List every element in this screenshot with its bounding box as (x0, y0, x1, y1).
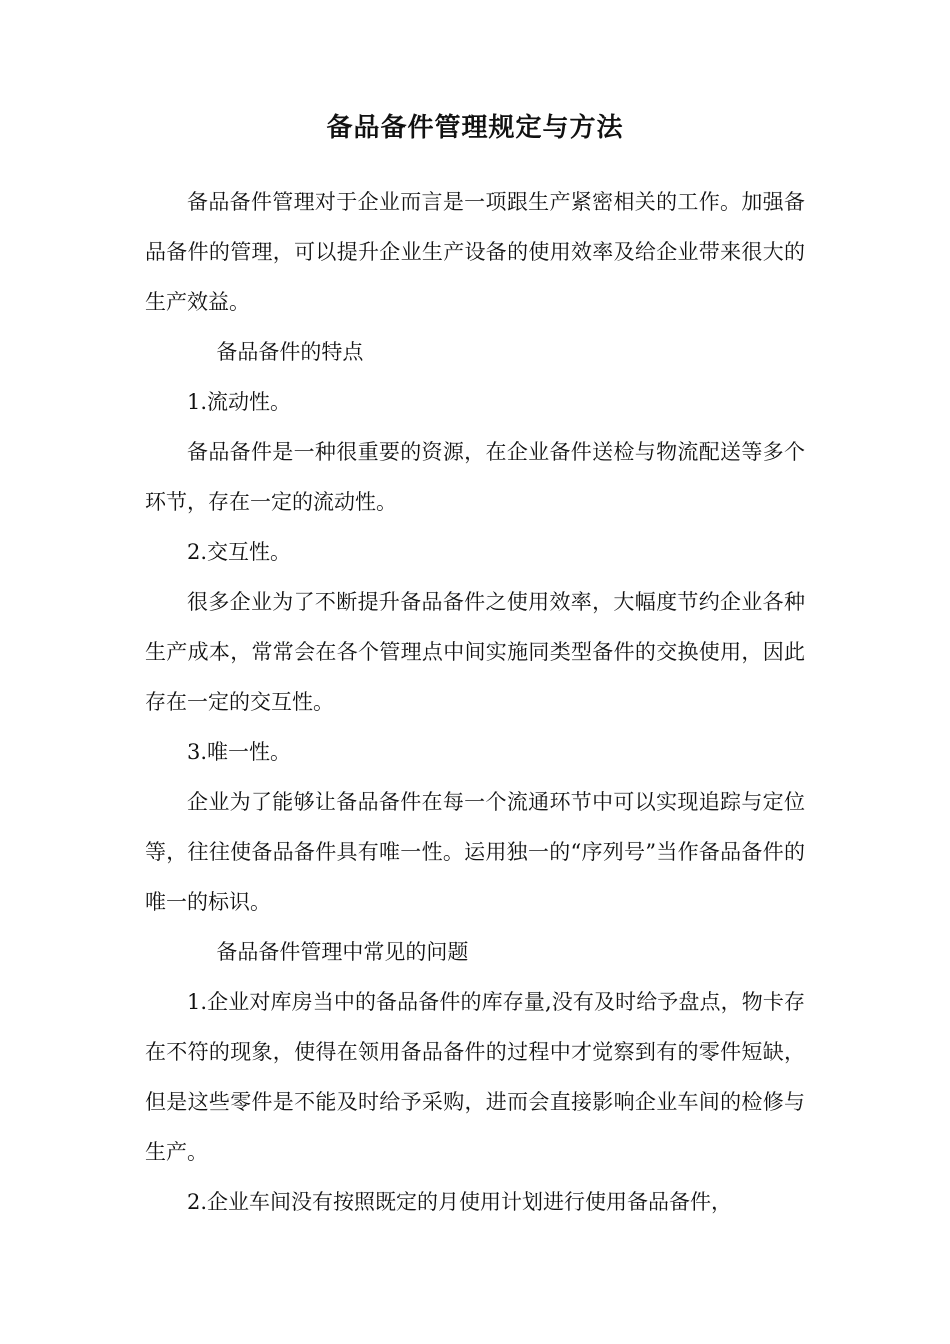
feature-heading-uniqueness: 3.唯一性。 (187, 740, 292, 764)
feature-heading-mobility: 1.流动性。 (187, 390, 292, 414)
document-body (145, 177, 805, 1227)
document-page (145, 0, 805, 1344)
feature-paragraph-mobility: 备品备件是一种很重要的资源，在企业备件送检与物流配送等多个环节，存在一定的流动性。 (145, 440, 805, 514)
feature-paragraph-uniqueness: 企业为了能够让备品备件在每一个流通环节中可以实现追踪与定位等，往往使备品备件具有唯一性。运用独一的“序列号”当作备品备件的唯一的标识。 (145, 790, 805, 914)
feature-heading-interchange: 2.交互性。 (187, 540, 292, 564)
problem-paragraph-2: 2.企业车间没有按照既定的月使用计划进行使用备品备件， (187, 1190, 733, 1214)
problem-paragraph-1: 1.企业对库房当中的备品备件的库存量,没有及时给予盘点，物卡存在不符的现象，使得在领用备品备件的过程中才觉察到有的零件短缺，但是这些零件是不能及时给予采购，进而会直接影响企业车间的检修与生产。 (145, 990, 805, 1164)
feature-paragraph-interchange: 很多企业为了不断提升备品备件之使用效率，大幅度节约企业各种生产成本，常常会在各个管理点中间实施同类型备件的交换使用，因此存在一定的交互性。 (145, 590, 805, 714)
intro-paragraph: 备品备件管理对于企业而言是一项跟生产紧密相关的工作。加强备品备件的管理，可以提升企业生产设备的使用效率及给企业带来很大的生产效益。 (145, 190, 805, 314)
section-heading-features: 备品备件的特点 (216, 340, 364, 364)
section-heading-problems: 备品备件管理中常见的问题 (216, 940, 469, 964)
document-title: 备品备件管理规定与方法 (326, 113, 624, 143)
